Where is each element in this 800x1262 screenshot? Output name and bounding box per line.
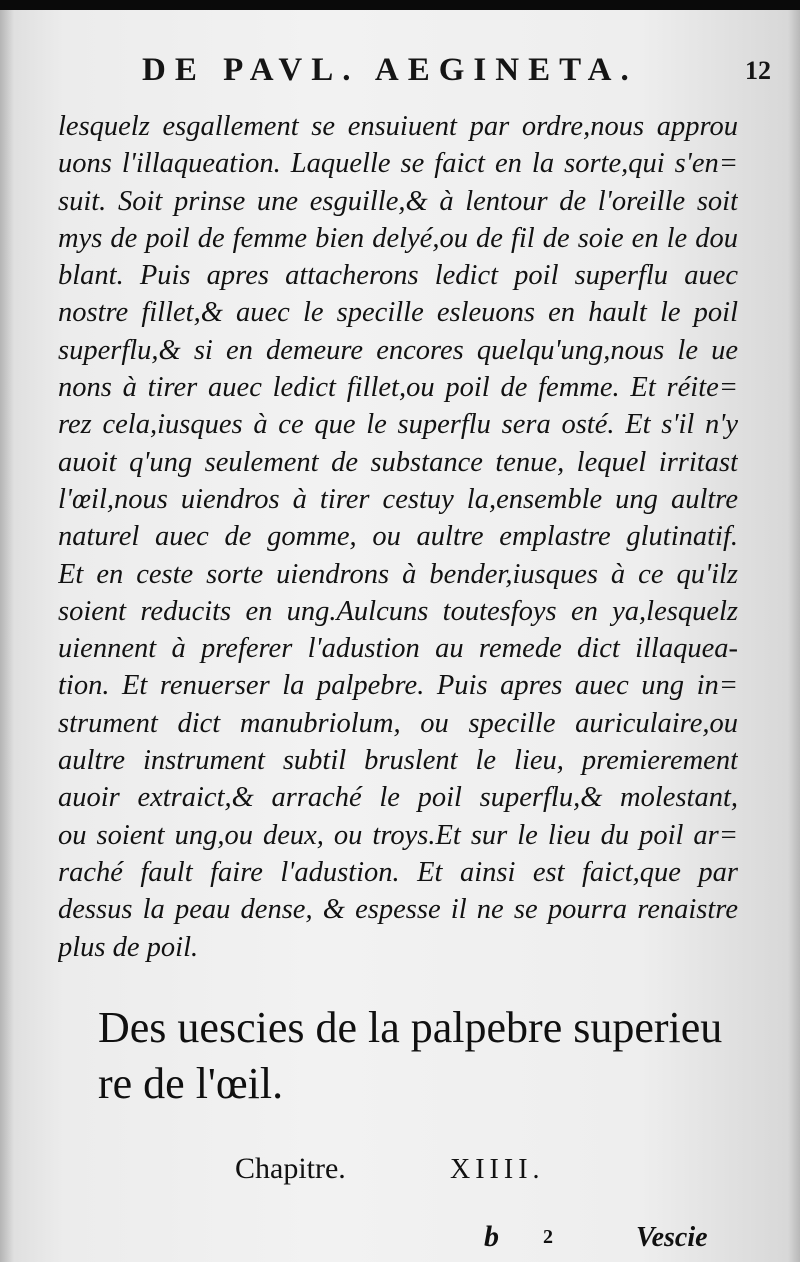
gutter-shadow [0, 0, 14, 1262]
body-text [58, 108, 738, 966]
page-footer [0, 1220, 800, 1262]
text-line: lesquelz esgallement se ensuiuent par ordre,nous approu [58, 111, 738, 142]
text-line: suit. Soit prinse une esguille,& à lentour de l'oreille soit [58, 185, 738, 217]
text-line: mys de poil de femme bien delyé,ou de fil de soie en le dou [58, 222, 738, 254]
chapter-label: Chapitre. [235, 1152, 346, 1185]
section-title-line: re de l'œil. [98, 1059, 284, 1108]
text-line: Et en ceste sorte uiendrons à bender,iusques à ce qu'ilz [58, 558, 738, 590]
text-line: blant. Puis apres attacherons ledict poil superflu auec [58, 260, 738, 292]
text-line: nons à tirer auec ledict fillet,ou poil de femme. Et réite= [58, 372, 738, 404]
text-line: tion. Et renuerser la palpebre. Puis apres auec ung in= [58, 670, 738, 702]
text-line: strument dict manubriolum, ou specille auriculaire,ou [58, 707, 738, 739]
text-line: plus de poil. [58, 931, 199, 963]
text-line: auoit q'ung seulement de substance tenue, lequel irritast [58, 446, 738, 478]
text-line: uons l'illaqueation. Laquelle se faict en la sorte,qui s'en= [58, 148, 738, 180]
text-line: raché fault faire l'adustion. Et ainsi est faict,que par [58, 856, 738, 888]
text-line: superflu,& si en demeure encores quelqu'ung,nous le ue [58, 334, 738, 366]
text-line: rez cela,iusques à ce que le superflu sera osté. Et s'il n'y [58, 409, 738, 441]
chapter-number: XIIII. [450, 1154, 545, 1185]
text-line: soient reducits en ung.Aulcuns toutesfoys en ya,lesquelz [58, 595, 738, 627]
page-header [0, 52, 800, 96]
text-line: aultre instrument subtil bruslent le lieu, premierement [58, 745, 738, 777]
text-line: dessus la peau dense, & espesse il ne se pourra renaistre [58, 894, 738, 926]
text-line: nostre fillet,& auec le specille esleuons en hault le poil [58, 297, 738, 329]
text-line: l'œil,nous uiendros à tirer cestuy la,ensemble ung aultre [58, 483, 738, 515]
text-line: auoir extraict,& arraché le poil superflu,& molestant, [58, 782, 738, 814]
chapter-heading [0, 1152, 800, 1202]
catchword: Vescie [636, 1222, 708, 1253]
text-line: naturel auec de gomme, ou aultre emplastre glutinatif. [58, 521, 738, 553]
signature-number: 2 [543, 1226, 553, 1248]
folio-number: 12 [745, 56, 771, 85]
top-edge-border [0, 0, 800, 10]
signature-mark: b [484, 1220, 499, 1253]
section-title-line: Des uescies de la palpebre superieu [98, 1003, 723, 1052]
page-edge-shadow [788, 0, 800, 1262]
section-title [98, 1000, 728, 1112]
text-line: uiennent à preferer l'adustion au remede dict illaquea- [58, 633, 738, 665]
running-head: DE PAVL. AEGINETA. [142, 52, 638, 88]
text-line: ou soient ung,ou deux, ou troys.Et sur le lieu du poil ar= [58, 819, 738, 851]
